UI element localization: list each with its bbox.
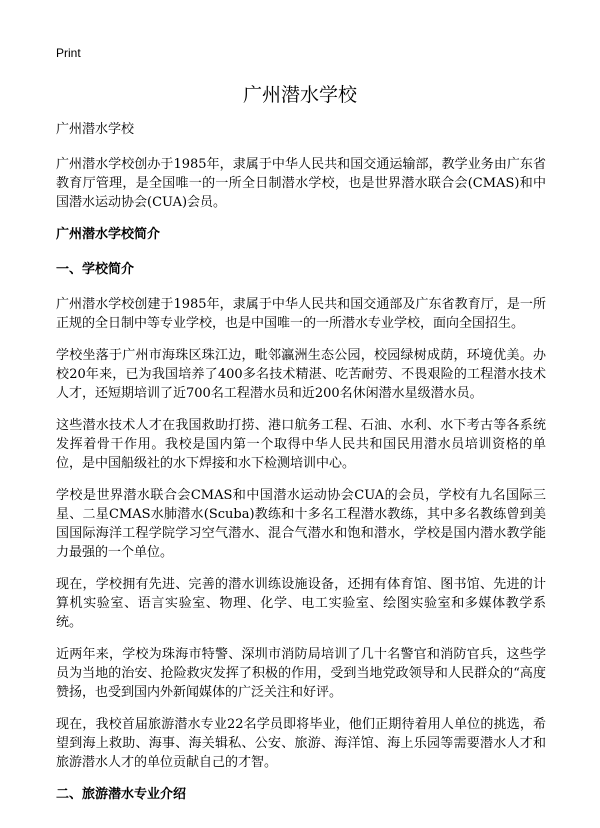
section-heading: 广州潜水学校简介 [56, 227, 161, 242]
subsection-1-heading: 一、学校简介 [56, 262, 135, 277]
school-intro-paragraph-7: 现在，我校首届旅游潜水专业22名学员即将毕业，他们正期待着用人单位的挑选，希望到海上救助、海事、海关辑私、公安、旅游、海洋馆、海上乐园等需要潜水人才和旅游潜水人才的单位贡献自己的才智。 [56, 717, 546, 770]
intro-paragraph: 广州潜水学校创办于1985年，隶属于中华人民共和国交通运输部，教学业务由广东省教育厅管理，是全国唯一的一所全日制潜水学校，也是世界潜水联合会(CMAS)和中国潜水运动协会(CUA)会员。 [56, 157, 546, 210]
subsection-2-heading: 二、旅游潜水专业介绍 [56, 787, 187, 802]
article-subtitle: 广州潜水学校 [56, 122, 135, 137]
print-link[interactable]: Print [56, 46, 81, 60]
school-intro-paragraph-6: 近两年来，学校为珠海市特警、深圳市消防局培训了几十名警官和消防官兵，这些学员为当地的治安、抢险救灾发挥了积极的作用，受到当地党政领导和人民群众的“高度赞扬，也受到国内外新闻媒体的广泛关注和好评。 [56, 647, 546, 700]
school-intro-paragraph-2: 学校坐落于广州市海珠区珠江边，毗邻瀛洲生态公园，校园绿树成荫，环境优美。办校20年来，已为我国培养了400多名技术精湛、吃苦耐劳、不畏艰险的工程潜水技术人才，还短期培训了近700名工程潜水员和近200名休闲潜水星级潜水员。 [56, 348, 546, 401]
page-title: 广州潜水学校 [242, 84, 357, 106]
school-intro-paragraph-4: 学校是世界潜水联合会CMAS和中国潜水运动协会CUA的会员，学校有九名国际三星、二星CMAS水肺潜水(Scuba)教练和十多名工程潜水教练，其中多名教练曾到美国国际海洋工程学院学习空气潜水、混合气潜水和饱和潜水，学校是国内潜水教学能力最强的一个单位。 [56, 488, 546, 560]
school-intro-paragraph-1: 广州潜水学校创建于1985年，隶属于中华人民共和国交通部及广东省教育厅，是一所正规的全日制中等专业学校，也是中国唯一的一所潜水专业学校，面向全国招生。 [56, 297, 546, 331]
school-intro-paragraph-3: 这些潜水技术人才在我国救助打捞、港口航务工程、石油、水利、水下考古等各系统发挥着骨干作用。我校是国内第一个取得中华人民共和国民用潜水员培训资格的单位，是中国船级社的水下焊接和水下检测培训中心。 [56, 418, 546, 471]
article-body [56, 120, 546, 820]
school-intro-paragraph-5: 现在，学校拥有先进、完善的潜水训练设施设备，还拥有体育馆、图书馆、先进的计算机实验室、语言实验室、物理、化学、电工实验室、绘图实验室和多媒体教学系统。 [56, 577, 546, 630]
